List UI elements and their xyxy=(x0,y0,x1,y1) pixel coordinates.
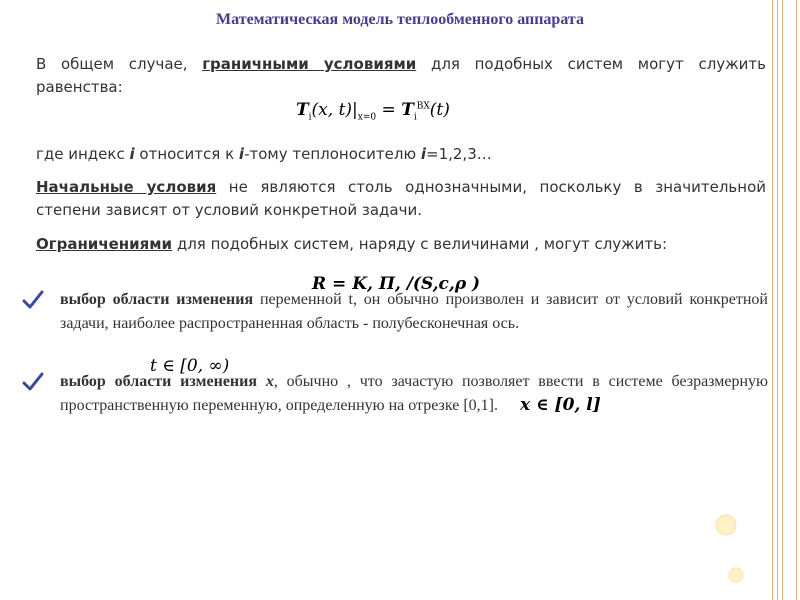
bullet2-rest: , обычно , что зачастую позволяет ввести в системе безразмерную пространственную переменную, определенную на отрезке [0,1]. xyxy=(60,373,769,414)
bullet1-lead: выбор области изменения xyxy=(60,291,254,308)
p1-prefix: В общем случае, xyxy=(36,55,203,73)
frame-line-3 xyxy=(782,0,783,600)
eq1-lhs: T xyxy=(296,100,309,120)
bullet-space-domain xyxy=(60,370,768,418)
eq1-rhs-args: (t) xyxy=(429,100,450,120)
eq1-rhs-sup: ВХ xyxy=(416,101,430,112)
frame-line-2 xyxy=(777,0,778,600)
decor-circles xyxy=(705,505,745,595)
p2-idx2: i xyxy=(238,145,245,163)
checkmark-icon xyxy=(22,372,44,392)
eq1-bar-sub: x=0 xyxy=(357,112,377,123)
p1-suffix: для подобных систем могут служить равенства: xyxy=(36,55,767,96)
p4-suffix: для подобных систем, наряду с величинами , могут служить: xyxy=(172,235,668,253)
constraints-paragraph xyxy=(36,233,766,256)
initial-conditions-paragraph xyxy=(36,176,766,222)
frame-line-4 xyxy=(796,0,797,600)
eq1-lhs-sub: i xyxy=(308,112,312,123)
constraint-equation: R = K, П, /(S,c,ρ ) xyxy=(312,274,481,294)
frame-line-1 xyxy=(772,0,773,600)
p2-mid: относится к xyxy=(134,145,239,163)
bullet2-lead: выбор области изменения xyxy=(60,373,258,390)
time-range-equation: t ∈ [0, ∞) xyxy=(150,356,230,376)
bullet2-var: x xyxy=(257,373,274,390)
eq1-rhs-sub: i xyxy=(413,112,417,123)
index-paragraph xyxy=(36,143,766,166)
p2-mid2: -тому теплоносителю xyxy=(244,145,421,163)
bullet1-rest: переменной t, он обычно произволен и зависит от условий конкретной задачи, наиболее распространенная область - полубесконечная ось. xyxy=(60,291,768,332)
boundary-equation: $T_i(x$, $t)|_{x=0} = T_i^{ВХ}(t)$ xyxy=(296,100,450,123)
p2-suffix: =1,2,3… xyxy=(426,145,492,163)
p3-term: Начальные условия xyxy=(36,178,217,196)
p2-idx3: i xyxy=(420,145,426,163)
eq1-eq: = xyxy=(376,100,402,120)
eq1-rhs: T xyxy=(401,100,414,120)
space-range-equation: x ∈ [0, l] xyxy=(520,395,601,415)
boundary-conditions-paragraph xyxy=(36,53,766,99)
p2-idx: i xyxy=(129,145,135,163)
checkmark-icon xyxy=(22,290,44,310)
slide-title: Математическая модель теплообменного аппарата xyxy=(216,11,584,28)
p4-term: Ограничениями xyxy=(36,235,173,253)
eq1-args: (x, t) xyxy=(311,100,353,120)
bullet-time-domain xyxy=(60,288,768,336)
p1-term: граничными условиями xyxy=(202,55,417,73)
p2-prefix: где индекс xyxy=(36,145,130,163)
p3-suffix: не являются столь однозначными, поскольку в значительной степени зависят от условий конкретной задачи. xyxy=(36,178,766,219)
